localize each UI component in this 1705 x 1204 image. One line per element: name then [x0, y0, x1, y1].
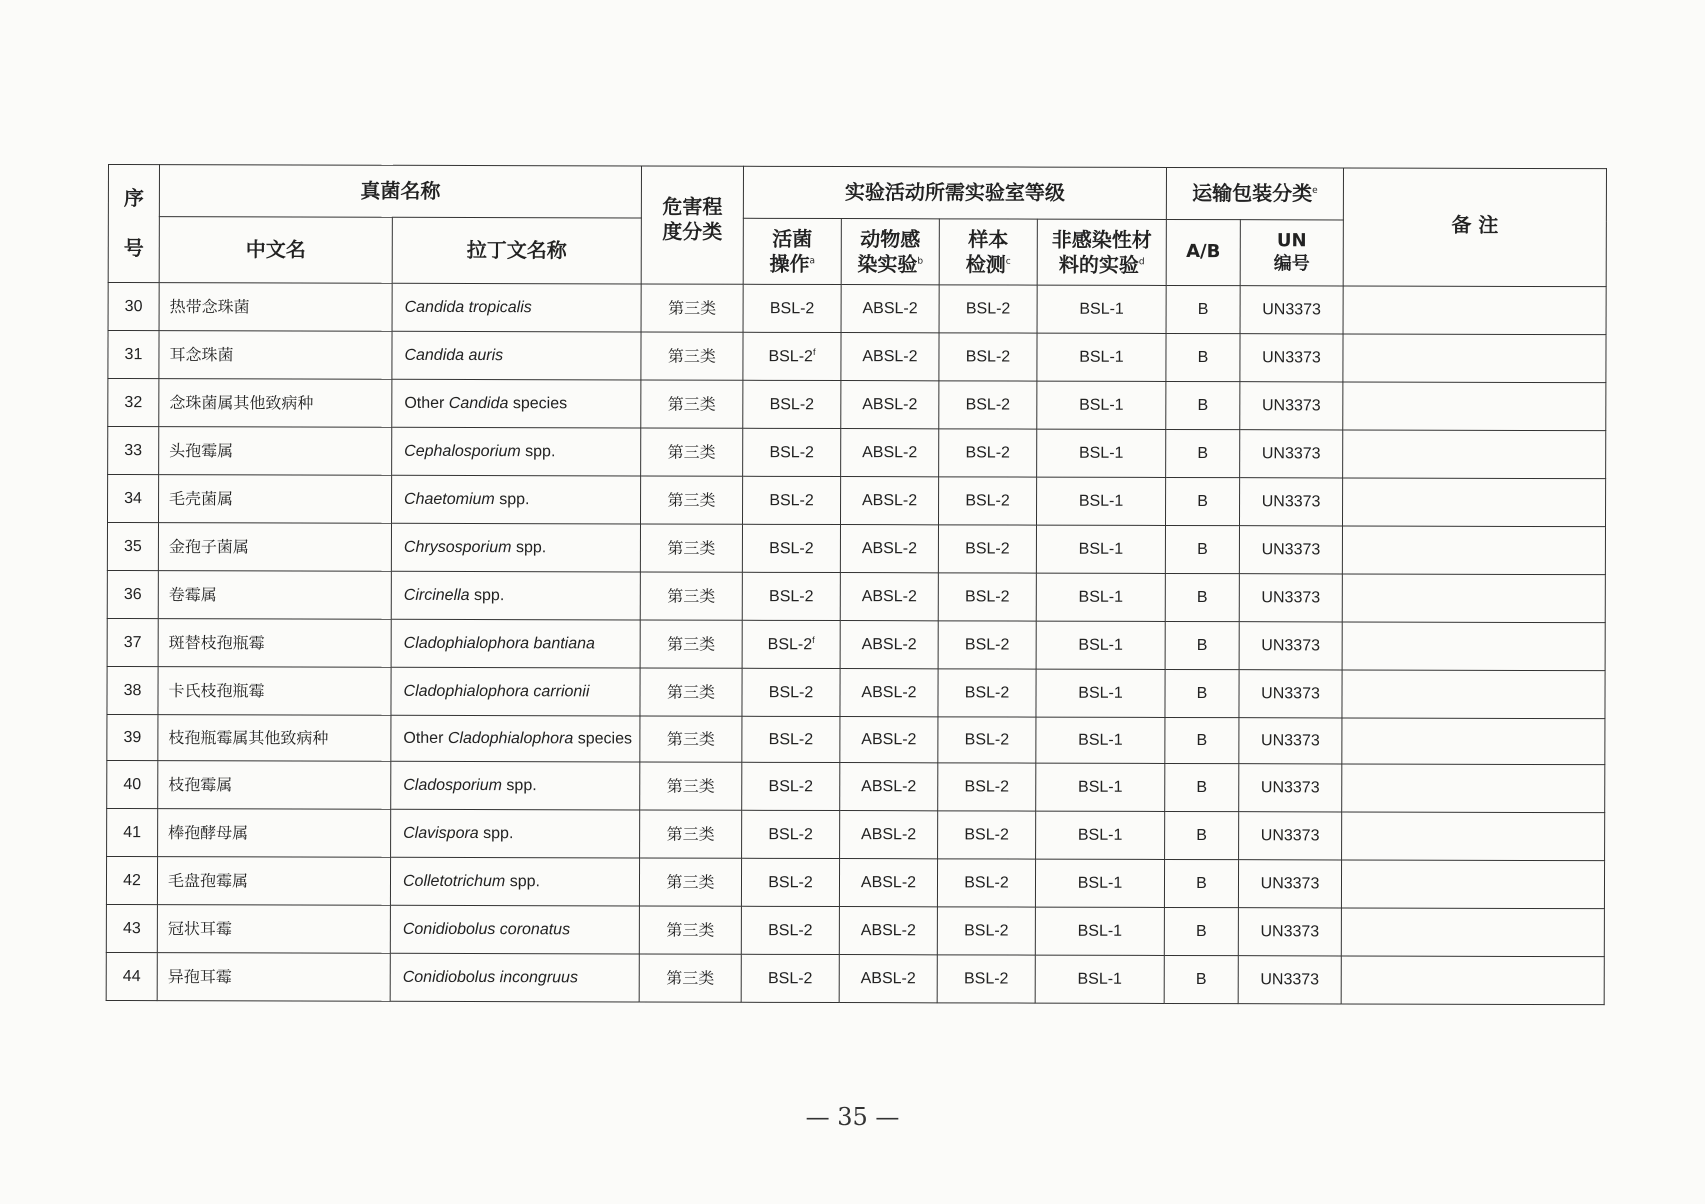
- animal-infection-level: ABSL-2: [840, 573, 938, 621]
- page-number: — 35 —: [805, 1103, 900, 1131]
- table-row: [107, 475, 1605, 527]
- animal-infection-level: ABSL-2: [839, 859, 937, 907]
- latin-italic: Chrysosporium: [403, 538, 512, 556]
- live-culture-level: BSL-2: [743, 380, 841, 428]
- transport-ab: B: [1164, 859, 1238, 907]
- transport-ab: B: [1164, 907, 1238, 955]
- un-number: UN3373: [1239, 718, 1342, 764]
- chinese-name: 斑替枝孢瓶霉: [158, 619, 391, 668]
- transport-ab: B: [1165, 717, 1239, 763]
- sample-test-level: BSL-2: [939, 429, 1037, 477]
- sample-test-level: BSL-2: [938, 573, 1036, 621]
- header-noninfectious: 非感染性材 料的实验$^d$: [1037, 219, 1166, 285]
- transport-ab: B: [1166, 333, 1240, 381]
- un-number: UN3373: [1239, 622, 1342, 670]
- noninfectious-level: BSL-1: [1036, 717, 1165, 763]
- sample-test-level: BSL-2: [939, 285, 1037, 333]
- row-number: 39: [107, 714, 158, 760]
- noninfectious-level: BSL-1: [1037, 429, 1166, 477]
- transport-ab: B: [1166, 285, 1240, 333]
- live-culture-level: BSL-2: [742, 762, 840, 810]
- latin-name: [392, 427, 641, 476]
- noninfectious-level: BSL-1: [1035, 907, 1164, 955]
- chinese-name: 卡氏枝孢瓶霉: [158, 667, 391, 716]
- un-number: UN3373: [1239, 478, 1342, 526]
- header-animal: 动物感 染实验$^b$: [841, 219, 939, 285]
- latin-suffix: spp.: [511, 538, 547, 556]
- un-number: UN3373: [1239, 574, 1342, 622]
- live-culture-level: BSL-2: [742, 810, 840, 858]
- latin-name: [390, 953, 639, 1002]
- remarks: [1343, 478, 1606, 527]
- latin-name: [392, 379, 641, 428]
- animal-infection-level: ABSL-2: [841, 285, 939, 333]
- header-fungus-name: 真菌名称: [159, 165, 641, 218]
- row-number: 35: [107, 523, 158, 571]
- live-culture-level: BSL-2: [742, 524, 840, 572]
- live-culture-level: BSL-2: [743, 428, 841, 476]
- row-number: 36: [107, 570, 158, 618]
- remarks: [1342, 812, 1605, 861]
- un-number: UN3373: [1240, 430, 1343, 478]
- noninfectious-level: BSL-1: [1037, 381, 1166, 429]
- table-header: [108, 165, 1606, 287]
- transport-ab: B: [1165, 573, 1239, 621]
- chinese-name: 毛盘孢霉属: [157, 857, 390, 906]
- animal-infection-level: ABSL-2: [839, 955, 937, 1003]
- noninfectious-level: BSL-1: [1037, 285, 1166, 333]
- latin-name: [391, 475, 640, 524]
- remarks: [1342, 526, 1605, 575]
- un-number: UN3373: [1240, 382, 1343, 430]
- transport-ab: B: [1165, 763, 1239, 811]
- noninfectious-level: BSL-1: [1036, 525, 1165, 573]
- animal-infection-level: ABSL-2: [840, 717, 938, 763]
- table-row: [106, 904, 1604, 956]
- transport-ab: B: [1165, 811, 1239, 859]
- latin-prefix: Other: [403, 729, 448, 747]
- noninfectious-level: BSL-1: [1035, 859, 1164, 907]
- table-row: [107, 570, 1605, 622]
- remarks: [1343, 334, 1606, 383]
- fungi-table: [106, 164, 1607, 1005]
- remarks: [1342, 670, 1605, 719]
- hazard-class: 第三类: [640, 668, 742, 716]
- un-number: UN3373: [1240, 334, 1343, 382]
- header-remarks: 备 注: [1343, 168, 1606, 287]
- animal-infection-level: ABSL-2: [841, 429, 939, 477]
- live-culture-level: BSL-2: [742, 476, 840, 524]
- latin-suffix: spp.: [505, 872, 540, 890]
- latin-suffix: species: [508, 394, 568, 412]
- chinese-name: 念珠菌属其他致病种: [159, 379, 392, 428]
- noninfectious-level: BSL-1: [1036, 573, 1165, 621]
- footnote-mark: f: [812, 346, 816, 357]
- sample-test-level: BSL-2: [937, 955, 1035, 1003]
- latin-italic: Cladophialophora bantiana: [403, 634, 595, 653]
- live-culture-level: BSL-2: [741, 906, 839, 954]
- table-row: [107, 760, 1605, 812]
- transport-ab: B: [1165, 621, 1239, 669]
- latin-italic: Cephalosporium: [404, 442, 521, 460]
- sample-test-level: BSL-2: [938, 811, 1036, 859]
- footnote-mark: f: [812, 634, 815, 645]
- latin-name: [390, 857, 639, 906]
- latin-name: [391, 715, 640, 762]
- hazard-class: 第三类: [640, 572, 742, 620]
- row-number: 40: [107, 760, 158, 808]
- header-live: 活菌 操作$^a$: [743, 218, 841, 284]
- latin-italic: Conidiobolus incongruus: [402, 968, 578, 987]
- latin-name: [391, 619, 640, 668]
- hazard-class: 第三类: [640, 716, 742, 762]
- latin-name: [391, 809, 640, 858]
- hazard-class: 第三类: [641, 284, 743, 332]
- chinese-name: 异孢耳霉: [157, 953, 390, 1002]
- noninfectious-level: BSL-1: [1036, 621, 1165, 669]
- chinese-name: 金孢子菌属: [158, 523, 391, 572]
- hazard-class: 第三类: [640, 476, 742, 524]
- hazard-class: 第三类: [641, 428, 743, 476]
- transport-ab: B: [1165, 477, 1239, 525]
- latin-suffix: spp.: [494, 490, 530, 508]
- chinese-name: 冠状耳霉: [157, 905, 390, 954]
- animal-infection-level: ABSL-2: [840, 621, 938, 669]
- row-number: 42: [106, 856, 157, 904]
- table-row: [106, 952, 1604, 1004]
- un-number: UN3373: [1239, 812, 1342, 860]
- un-number: UN3373: [1238, 908, 1341, 956]
- header-un: UN 编号: [1240, 220, 1343, 286]
- remarks: [1343, 430, 1606, 479]
- latin-italic: Conidiobolus coronatus: [402, 920, 571, 938]
- remarks: [1342, 574, 1605, 623]
- noninfectious-level: BSL-1: [1037, 333, 1166, 381]
- live-culture-level: BSL-2: [743, 284, 841, 332]
- live-culture-level: BSL-2$^f$: [743, 332, 841, 380]
- latin-name: [391, 761, 640, 810]
- un-number: UN3373: [1239, 764, 1342, 812]
- live-culture-level: BSL-2: [742, 668, 840, 716]
- latin-italic: Candida auris: [404, 346, 504, 364]
- remarks: [1343, 286, 1606, 335]
- hazard-class: 第三类: [640, 810, 742, 858]
- remarks: [1341, 860, 1604, 909]
- hazard-class: 第三类: [639, 858, 741, 906]
- latin-suffix: spp.: [469, 586, 505, 604]
- transport-ab: B: [1164, 955, 1238, 1003]
- un-number: UN3373: [1239, 526, 1342, 574]
- animal-infection-level: ABSL-2: [840, 811, 938, 859]
- latin-italic: Cladophialophora: [447, 729, 574, 748]
- latin-name: [392, 283, 641, 332]
- sample-test-level: BSL-2: [938, 669, 1036, 717]
- latin-name: [390, 905, 639, 954]
- sample-test-level: BSL-2: [938, 477, 1036, 525]
- transport-ab: B: [1165, 669, 1239, 717]
- row-number: 30: [108, 283, 159, 331]
- row-number: 32: [108, 379, 159, 427]
- latin-suffix: spp.: [478, 824, 514, 842]
- table-row: [107, 523, 1605, 575]
- un-number: UN3373: [1238, 860, 1341, 908]
- chinese-name: 头孢霉属: [159, 427, 392, 476]
- remarks: [1341, 908, 1604, 957]
- sample-test-level: BSL-2: [938, 763, 1036, 811]
- row-number: 44: [106, 952, 157, 1000]
- sample-test-level: BSL-2: [937, 859, 1035, 907]
- live-culture-level: BSL-2: [742, 716, 840, 762]
- table-row: [107, 666, 1605, 718]
- animal-infection-level: ABSL-2: [840, 525, 938, 573]
- hazard-class: 第三类: [639, 906, 741, 954]
- table-body: [106, 283, 1606, 1005]
- table-row: [108, 283, 1606, 335]
- row-number: 43: [106, 904, 157, 952]
- header-seq: 序 号: [108, 165, 159, 283]
- hazard-class: 第三类: [639, 954, 741, 1002]
- latin-suffix: spp.: [501, 776, 537, 794]
- latin-italic: Circinella: [403, 586, 470, 604]
- row-number: 37: [107, 618, 158, 666]
- live-culture-level: BSL-2$^f$: [742, 620, 840, 668]
- hazard-class: 第三类: [640, 762, 742, 810]
- latin-italic: Clavispora: [403, 824, 479, 842]
- noninfectious-level: BSL-1: [1036, 477, 1165, 525]
- animal-infection-level: ABSL-2: [841, 381, 939, 429]
- animal-infection-level: ABSL-2: [840, 477, 938, 525]
- sample-test-level: BSL-2: [939, 381, 1037, 429]
- transport-ab: B: [1166, 381, 1240, 429]
- table-row: [108, 331, 1606, 383]
- noninfectious-level: BSL-1: [1035, 955, 1164, 1003]
- noninfectious-level: BSL-1: [1036, 811, 1165, 859]
- latin-name: [392, 331, 641, 380]
- chinese-name: 热带念珠菌: [159, 283, 392, 332]
- hazard-class: 第三类: [641, 332, 743, 380]
- hazard-class: 第三类: [640, 620, 742, 668]
- remarks: [1342, 622, 1605, 671]
- chinese-name: 卷霉属: [158, 571, 391, 620]
- table-row: [108, 427, 1606, 479]
- header-lab-levels: 实验活动所需实验室等级: [743, 166, 1166, 219]
- chinese-name: 耳念珠菌: [159, 331, 392, 380]
- latin-name: [391, 571, 640, 620]
- table-row: [107, 808, 1605, 860]
- sample-test-level: BSL-2: [938, 525, 1036, 573]
- chinese-name: 枝孢瓶霉属其他致病种: [158, 715, 391, 762]
- animal-infection-level: ABSL-2: [841, 333, 939, 381]
- hazard-class: 第三类: [641, 380, 743, 428]
- latin-prefix: Other: [404, 394, 449, 412]
- animal-infection-level: ABSL-2: [840, 763, 938, 811]
- noninfectious-level: BSL-1: [1036, 669, 1165, 717]
- table-row: [108, 379, 1606, 431]
- animal-infection-level: ABSL-2: [840, 669, 938, 717]
- latin-suffix: species: [573, 730, 633, 748]
- live-culture-level: BSL-2: [741, 858, 839, 906]
- header-sample: 样本 检测$^c$: [939, 219, 1037, 285]
- row-number: 31: [108, 331, 159, 379]
- un-number: UN3373: [1239, 670, 1342, 718]
- sample-test-level: BSL-2: [938, 717, 1036, 763]
- latin-italic: Chaetomium: [404, 490, 495, 508]
- remarks: [1343, 382, 1606, 431]
- header-ab: A/B: [1166, 219, 1240, 285]
- remarks: [1342, 764, 1605, 813]
- sample-test-level: BSL-2: [939, 333, 1037, 381]
- sample-test-level: BSL-2: [937, 907, 1035, 955]
- latin-name: [391, 523, 640, 572]
- table-row: [107, 618, 1605, 670]
- remarks: [1342, 718, 1605, 765]
- un-number: UN3373: [1240, 286, 1343, 334]
- header-latin-name: 拉丁文名称: [392, 217, 641, 284]
- chinese-name: 枝孢霉属: [158, 761, 391, 810]
- row-number: 33: [108, 427, 159, 475]
- row-number: 38: [107, 666, 158, 714]
- latin-italic: Candida: [448, 394, 509, 412]
- row-number: 34: [107, 475, 158, 523]
- row-number: 41: [107, 808, 158, 856]
- header-hazard: 危害程 度分类: [641, 166, 743, 284]
- latin-italic: Candida tropicalis: [404, 298, 532, 316]
- hazard-class: 第三类: [640, 524, 742, 572]
- header-chinese-name: 中文名: [159, 217, 392, 284]
- chinese-name: 棒孢酵母属: [158, 809, 391, 858]
- noninfectious-level: BSL-1: [1036, 763, 1165, 811]
- header-transport: 运输包装分类$^e$: [1166, 167, 1343, 219]
- latin-italic: Cladophialophora carrionii: [403, 682, 590, 701]
- transport-ab: B: [1165, 525, 1239, 573]
- table-row: [106, 856, 1604, 908]
- latin-italic: Cladosporium: [403, 776, 503, 794]
- transport-ab: B: [1166, 429, 1240, 477]
- live-culture-level: BSL-2: [741, 954, 839, 1002]
- table-row: [107, 714, 1605, 764]
- latin-name: [391, 667, 640, 716]
- chinese-name: 毛壳菌属: [158, 475, 391, 524]
- animal-infection-level: ABSL-2: [839, 907, 937, 955]
- remarks: [1341, 956, 1604, 1005]
- sample-test-level: BSL-2: [938, 621, 1036, 669]
- latin-suffix: spp.: [520, 442, 556, 460]
- latin-italic: Colletotrichum: [402, 872, 506, 890]
- un-number: UN3373: [1238, 956, 1341, 1004]
- live-culture-level: BSL-2: [742, 572, 840, 620]
